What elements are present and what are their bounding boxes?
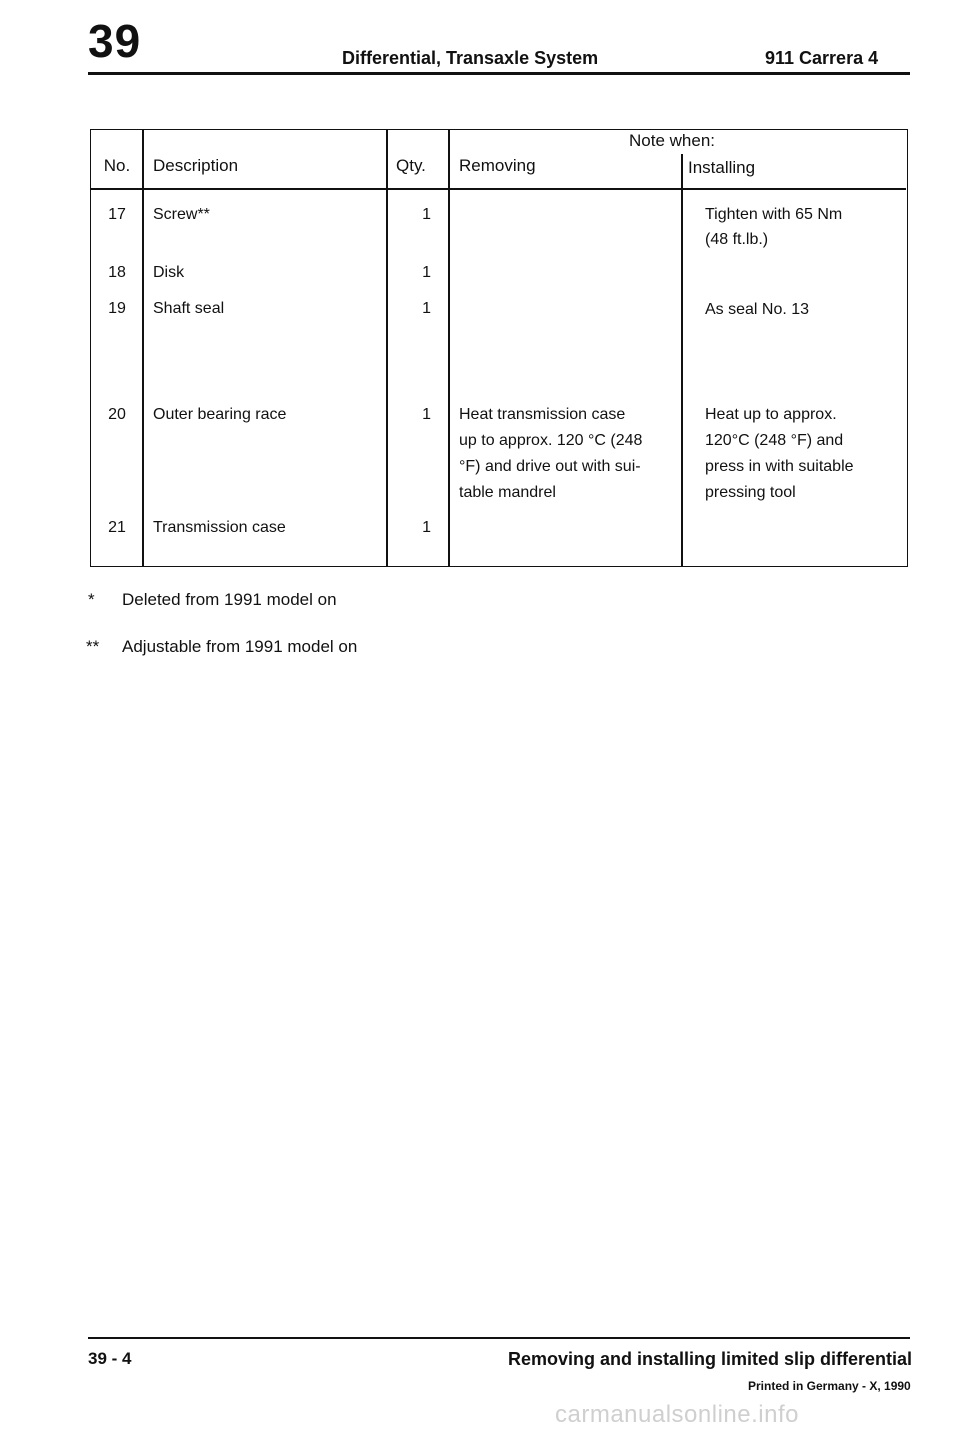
section-number: 39 (88, 15, 142, 67)
footnote-2-text: Adjustable from 1991 model on (122, 637, 358, 656)
column-divider (448, 130, 450, 566)
col-header-qty: Qty. (396, 156, 426, 175)
column-divider (142, 130, 144, 566)
page-number: 39 - 4 (88, 1349, 132, 1368)
row-20-removing-line-1: Heat transmission case (459, 406, 626, 423)
col-header-installing: Installing (688, 158, 756, 177)
row-19-no: 19 (108, 300, 126, 317)
row-20-removing-line-4: table mandrel (459, 484, 556, 501)
header-rule (88, 72, 910, 75)
footer-title: Removing and installing limited slip differential (508, 1349, 913, 1369)
row-19-installing-line-1: As seal No. 13 (705, 301, 810, 318)
parts-table (90, 129, 908, 567)
row-17-no: 17 (108, 206, 126, 223)
row-20-qty: 1 (422, 406, 431, 423)
footnote-1-text: Deleted from 1991 model on (122, 590, 337, 609)
column-divider (386, 130, 388, 566)
row-17-description: Screw** (153, 206, 210, 223)
row-17-installing-line-1: Tighten with 65 Nm (705, 206, 843, 223)
row-20-removing-line-2: up to approx. 120 °C (248 (459, 432, 643, 449)
row-17-installing-line-2: (48 ft.lb.) (705, 231, 769, 248)
row-20-removing-line-3: °F) and drive out with sui- (459, 458, 641, 475)
printed-notice: Printed in Germany - X, 1990 (748, 1379, 911, 1393)
row-20-no: 20 (108, 406, 126, 423)
row-20-installing-line-3: press in with suitable (705, 458, 854, 475)
row-20-installing-line-1: Heat up to approx. (705, 406, 837, 423)
col-header-no: No. (103, 156, 131, 175)
section-title: Differential, Transaxle System (342, 48, 599, 68)
row-18-description: Disk (153, 264, 185, 281)
column-divider (681, 154, 683, 566)
row-18-qty: 1 (422, 264, 431, 281)
header-divider (91, 188, 906, 190)
row-20-installing-line-4: pressing tool (705, 484, 796, 501)
row-21-qty: 1 (422, 519, 431, 536)
footnote-1-mark: * (88, 590, 95, 609)
footnote-2-mark: ** (86, 637, 100, 656)
row-18-no: 18 (108, 264, 126, 281)
row-21-description: Transmission case (153, 519, 286, 536)
row-21-no: 21 (108, 519, 126, 536)
footer-rule (88, 1337, 910, 1339)
col-header-note-when: Note when: (629, 131, 715, 150)
watermark-text: carmanualsonline.info (555, 1401, 799, 1428)
col-header-removing: Removing (459, 156, 536, 175)
vehicle-model: 911 Carrera 4 (765, 48, 879, 68)
row-20-installing-line-2: 120°C (248 °F) and (705, 432, 844, 449)
row-17-qty: 1 (422, 206, 431, 223)
row-19-qty: 1 (422, 300, 431, 317)
row-20-description: Outer bearing race (153, 406, 287, 423)
col-header-description: Description (153, 156, 239, 175)
row-19-description: Shaft seal (153, 300, 225, 317)
